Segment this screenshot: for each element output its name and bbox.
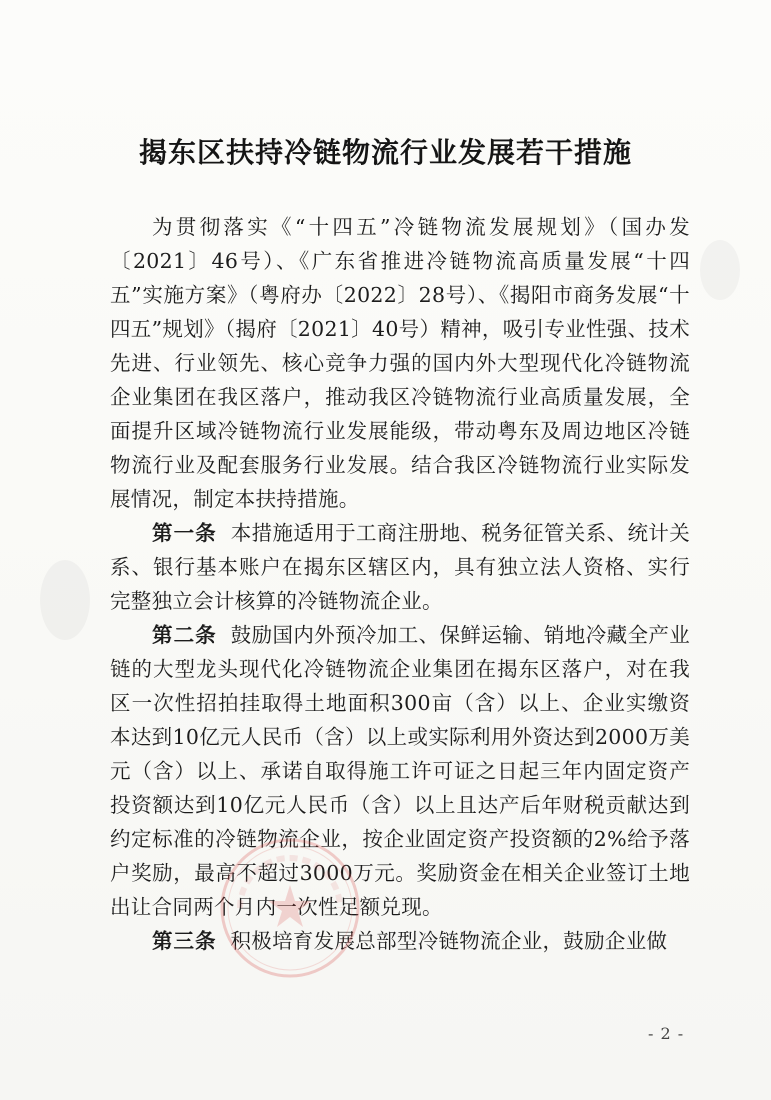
paper-smudge	[700, 240, 740, 300]
article-text: 鼓励国内外预冷加工、保鲜运输、销地冷藏全产业链的大型龙头现代化冷链物流企业集团在揭东区落户，对在我区一次性招拍挂取得土地面积300亩（含）以上、企业实缴资本达到10亿元人民币（含）以上或实际利用外资达到2000万美元（含）以上、承诺自取得施工许可证之日起三年内固定资产投资额达到10亿元人民币（含）以上且达产后年财税贡献达到约定标准的冷链物流企业，按企业固定资产投资额的2%给予落户奖励，最高不超过3000万元。奖励资金在相关企业签订土地出让合同两个月内一次性足额兑现。	[110, 623, 691, 919]
article-heading: 第一条	[152, 521, 217, 545]
article-2	[110, 618, 690, 924]
document-title: 揭东区扶持冷链物流行业发展若干措施	[138, 136, 632, 169]
article-3	[110, 924, 690, 958]
article-heading: 第二条	[152, 623, 217, 647]
page-number: - 2 -	[648, 1024, 685, 1043]
intro-paragraph: 为贯彻落实《“十四五”冷链物流发展规划》（国办发〔2021〕46号）、《广东省推进冷链物流高质量发展“十四五”实施方案》（粤府办〔2022〕28号）、《揭阳市商务发展“十四五”规划》（揭府〔2021〕40号）精神，吸引专业性强、技术先进、行业领先、核心竞争力强的国内外大型现代化冷链物流企业集团在我区落户，推动我区冷链物流行业高质量发展，全面提升区域冷链物流行业发展能级，带动粤东及周边地区冷链物流行业及配套服务行业发展。结合我区冷链物流行业实际发展情况，制定本扶持措施。	[110, 215, 690, 511]
paper-smudge	[40, 560, 90, 640]
document-body	[110, 210, 690, 958]
article-1	[110, 516, 690, 618]
article-text: 本措施适用于工商注册地、税务征管关系、统计关系、银行基本账户在揭东区辖区内，具有独立法人资格、实行完整独立会计核算的冷链物流企业。	[110, 521, 691, 613]
article-heading: 第三条	[152, 929, 217, 953]
article-text: 积极培育发展总部型冷链物流企业，鼓励企业做	[230, 929, 668, 953]
